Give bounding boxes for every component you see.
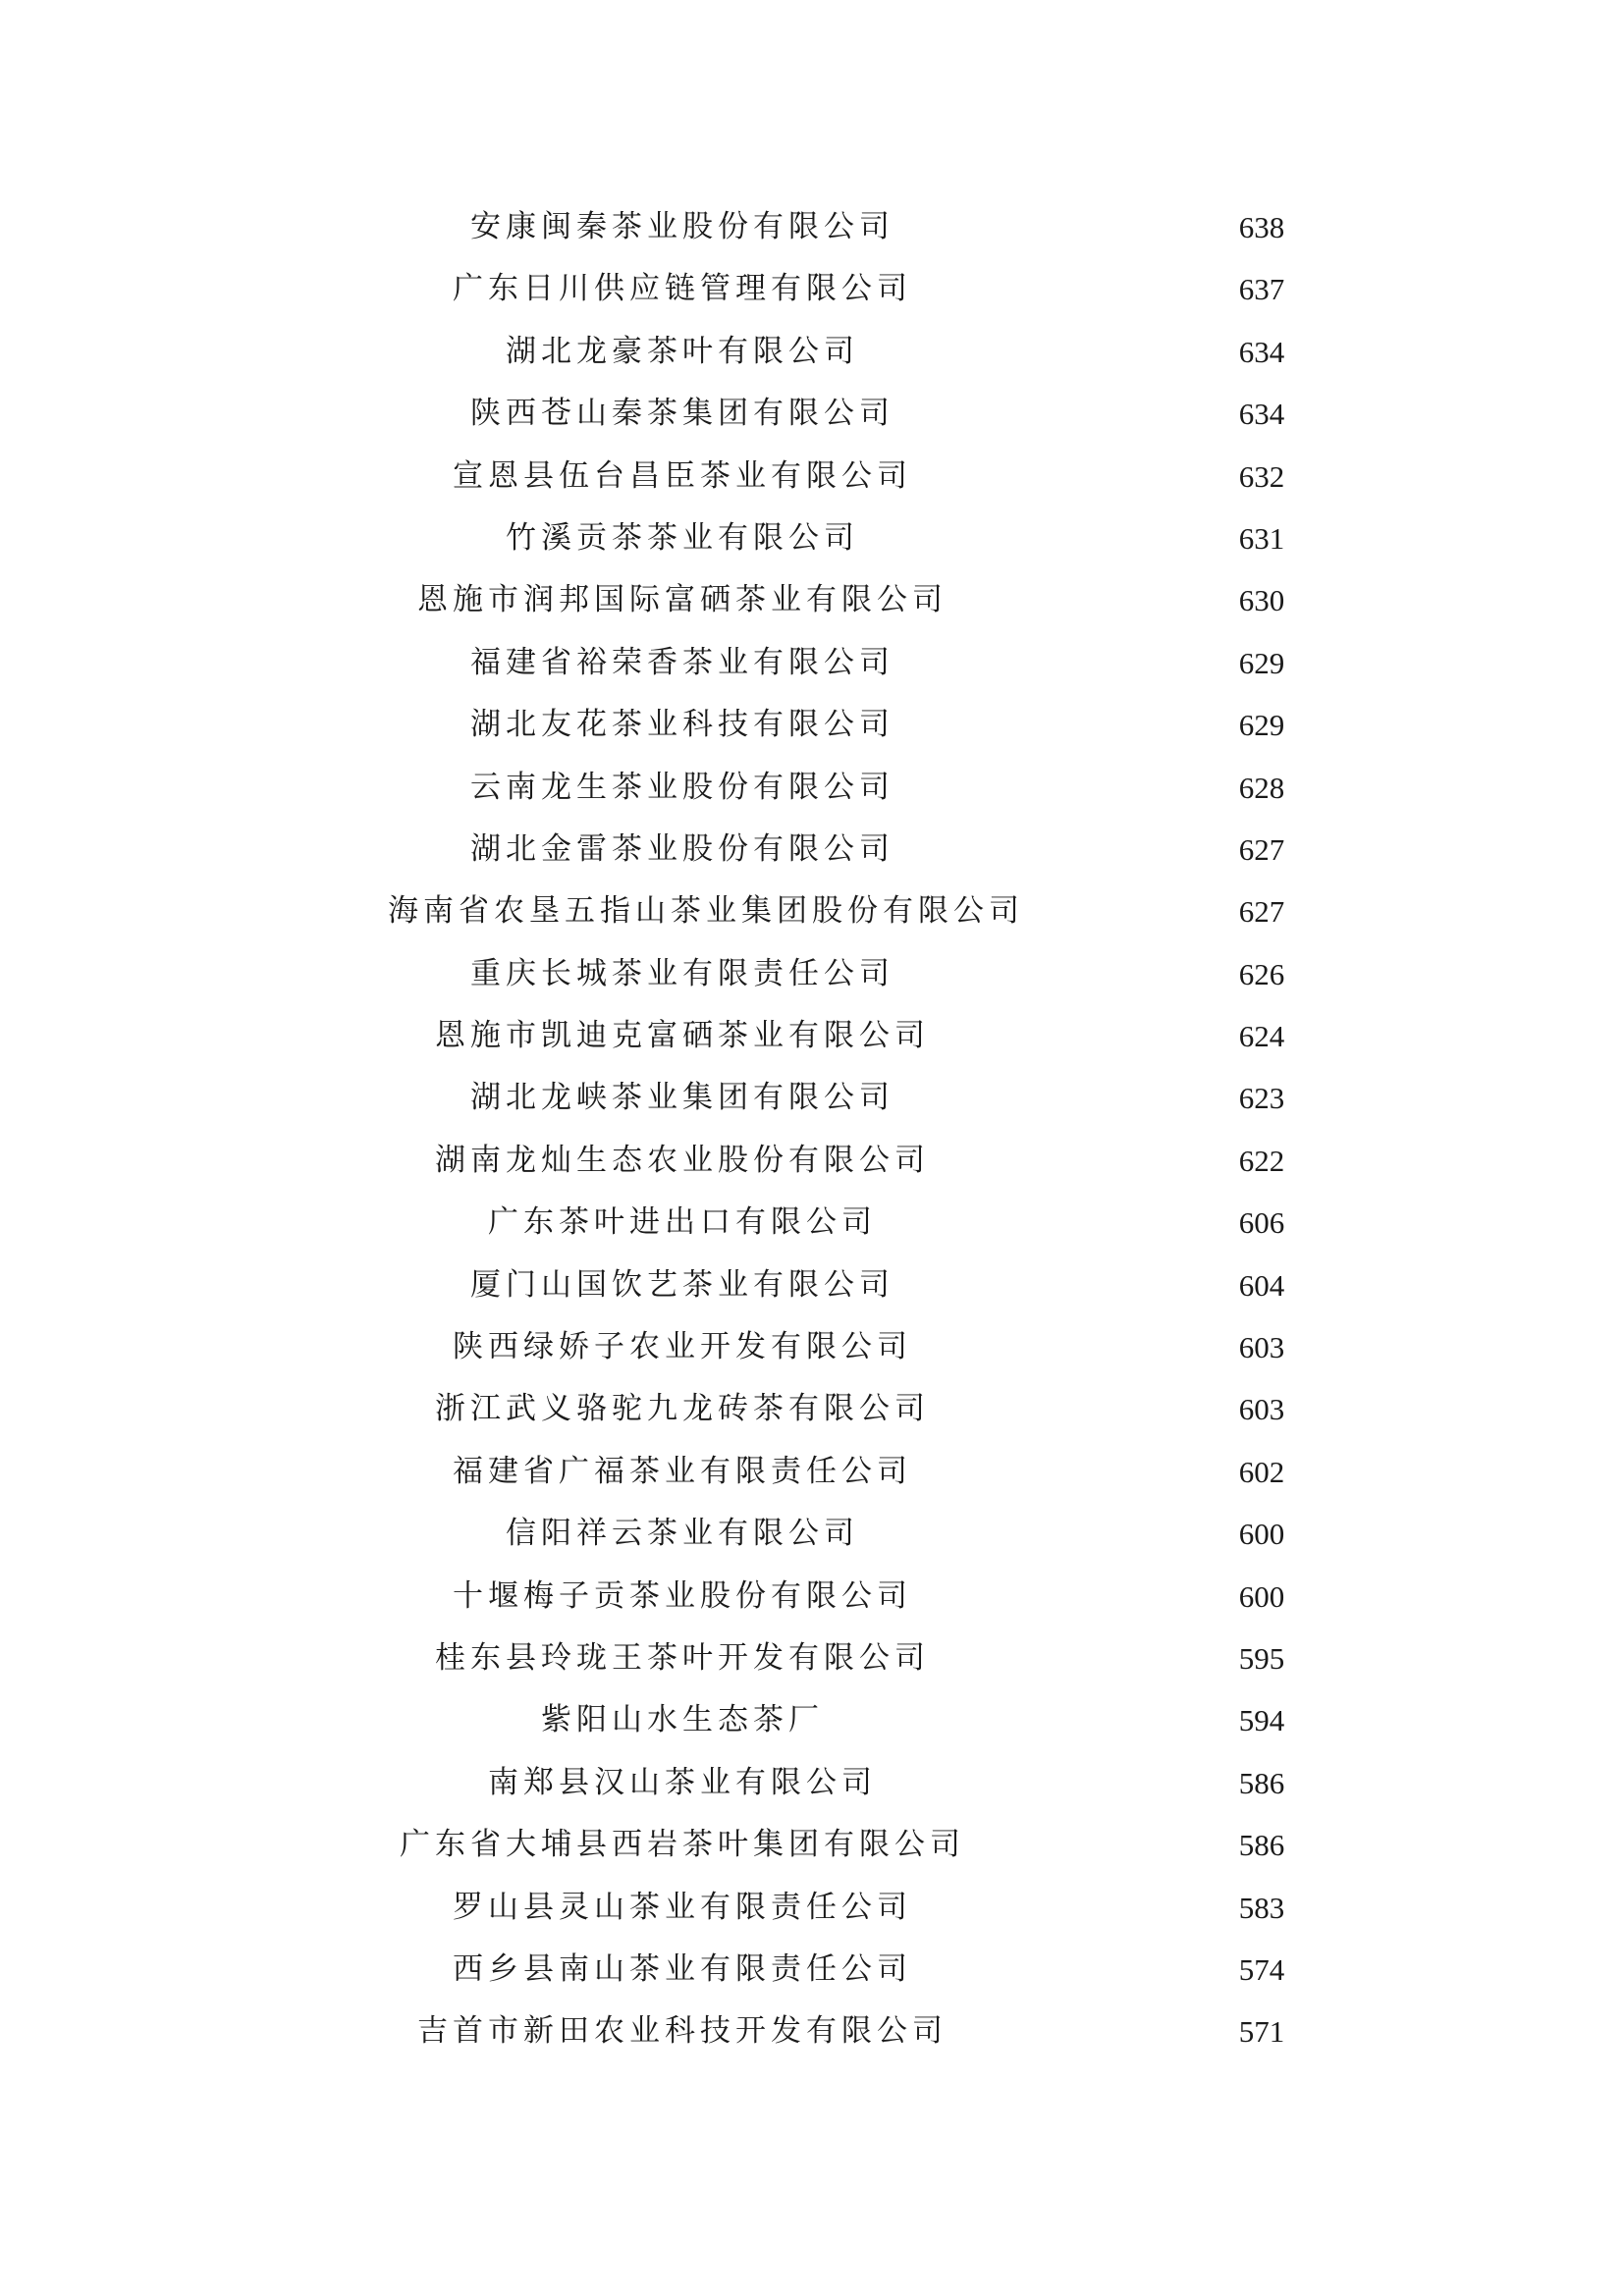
- table-row: [0, 1566, 1624, 1628]
- score-value: 629: [1238, 645, 1285, 680]
- score-value: 594: [1238, 1703, 1285, 1738]
- score-value: 628: [1238, 770, 1285, 805]
- score-value: 622: [1238, 1143, 1285, 1178]
- score-value: 600: [1238, 1517, 1285, 1552]
- table-row: [0, 881, 1624, 942]
- table-row: [0, 1316, 1624, 1378]
- company-name: 福建省广福茶业有限责任公司: [453, 1453, 912, 1489]
- score-value: 638: [1238, 210, 1285, 244]
- score-value: 637: [1238, 272, 1285, 307]
- table-row: [0, 2001, 1624, 2062]
- table-row: [0, 569, 1624, 631]
- score-value: 630: [1238, 583, 1285, 618]
- company-name: 南郑县汉山茶业有限公司: [488, 1764, 877, 1800]
- score-value: 624: [1238, 1019, 1285, 1054]
- company-name: 湖北金雷茶业股份有限公司: [470, 830, 894, 867]
- table-row: [0, 383, 1624, 445]
- company-name: 海南省农垦五指山茶业集团股份有限公司: [388, 893, 1024, 930]
- score-value: 595: [1238, 1640, 1285, 1676]
- company-name: 湖北友花茶业科技有限公司: [470, 707, 894, 743]
- table-row: [0, 258, 1624, 320]
- table-row: [0, 1628, 1624, 1689]
- table-row: [0, 694, 1624, 756]
- company-name: 紫阳山水生态茶厂: [541, 1702, 824, 1738]
- table-row: [0, 507, 1624, 569]
- score-value: 586: [1238, 1765, 1285, 1800]
- company-name: 湖南龙灿生态农业股份有限公司: [435, 1142, 930, 1178]
- company-name: 福建省裕荣香茶业有限公司: [470, 644, 894, 680]
- score-value: 583: [1238, 1890, 1285, 1925]
- company-name: 恩施市凯迪克富硒茶业有限公司: [435, 1018, 930, 1054]
- table-row: [0, 1255, 1624, 1316]
- score-value: 623: [1238, 1081, 1285, 1116]
- table-row: [0, 757, 1624, 819]
- table-row: [0, 1192, 1624, 1254]
- table-row: [0, 196, 1624, 258]
- score-value: 627: [1238, 831, 1285, 867]
- score-value: 606: [1238, 1205, 1285, 1241]
- company-name: 厦门山国饮艺茶业有限公司: [470, 1266, 894, 1303]
- ranking-table: [0, 196, 1624, 2063]
- score-value: 632: [1238, 458, 1285, 494]
- company-name: 陕西绿娇子农业开发有限公司: [453, 1329, 912, 1365]
- table-row: [0, 1689, 1624, 1751]
- company-name: 云南龙生茶业股份有限公司: [470, 769, 894, 805]
- score-value: 626: [1238, 956, 1285, 991]
- company-name: 湖北龙峡茶业集团有限公司: [470, 1080, 894, 1116]
- table-row: [0, 1503, 1624, 1565]
- score-value: 586: [1238, 1828, 1285, 1863]
- score-value: 571: [1238, 2014, 1285, 2050]
- table-row: [0, 1877, 1624, 1939]
- company-name: 广东茶叶进出口有限公司: [488, 1204, 877, 1241]
- company-name: 桂东县玲珑王茶叶开发有限公司: [435, 1639, 930, 1676]
- table-row: [0, 446, 1624, 507]
- score-value: 629: [1238, 708, 1285, 743]
- score-value: 634: [1238, 334, 1285, 369]
- company-name: 吉首市新田农业科技开发有限公司: [417, 2013, 947, 2050]
- table-row: [0, 943, 1624, 1005]
- table-row: [0, 1441, 1624, 1503]
- score-value: 631: [1238, 520, 1285, 556]
- company-name: 浙江武义骆驼九龙砖茶有限公司: [435, 1391, 930, 1427]
- table-row: [0, 1814, 1624, 1876]
- table-row: [0, 819, 1624, 881]
- company-name: 安康闽秦茶业股份有限公司: [470, 209, 894, 244]
- company-name: 竹溪贡茶茶业有限公司: [506, 519, 859, 556]
- company-name: 信阳祥云茶业有限公司: [506, 1516, 859, 1552]
- score-value: 603: [1238, 1392, 1285, 1427]
- company-name: 恩施市润邦国际富硒茶业有限公司: [417, 582, 947, 618]
- score-value: 603: [1238, 1330, 1285, 1365]
- company-name: 陕西苍山秦茶集团有限公司: [470, 396, 894, 432]
- table-row: [0, 1005, 1624, 1067]
- company-name: 西乡县南山茶业有限责任公司: [453, 1950, 912, 1987]
- company-name: 湖北龙豪茶叶有限公司: [506, 333, 859, 369]
- company-name: 广东日川供应链管理有限公司: [453, 271, 912, 307]
- company-name: 罗山县灵山茶业有限责任公司: [453, 1889, 912, 1925]
- company-name: 宣恩县伍台昌臣茶业有限公司: [453, 457, 912, 494]
- table-row: [0, 1130, 1624, 1192]
- company-name: 重庆长城茶业有限责任公司: [470, 955, 894, 991]
- score-value: 604: [1238, 1267, 1285, 1303]
- score-value: 602: [1238, 1454, 1285, 1489]
- table-row: [0, 632, 1624, 694]
- score-value: 600: [1238, 1578, 1285, 1614]
- table-row: [0, 1939, 1624, 2001]
- score-value: 627: [1238, 894, 1285, 930]
- score-value: 634: [1238, 397, 1285, 432]
- company-name: 十堰梅子贡茶业股份有限公司: [453, 1577, 912, 1614]
- table-row: [0, 321, 1624, 383]
- score-value: 574: [1238, 1951, 1285, 1987]
- table-row: [0, 1067, 1624, 1129]
- company-name: 广东省大埔县西岩茶叶集团有限公司: [400, 1827, 965, 1863]
- table-row: [0, 1378, 1624, 1440]
- table-row: [0, 1752, 1624, 1814]
